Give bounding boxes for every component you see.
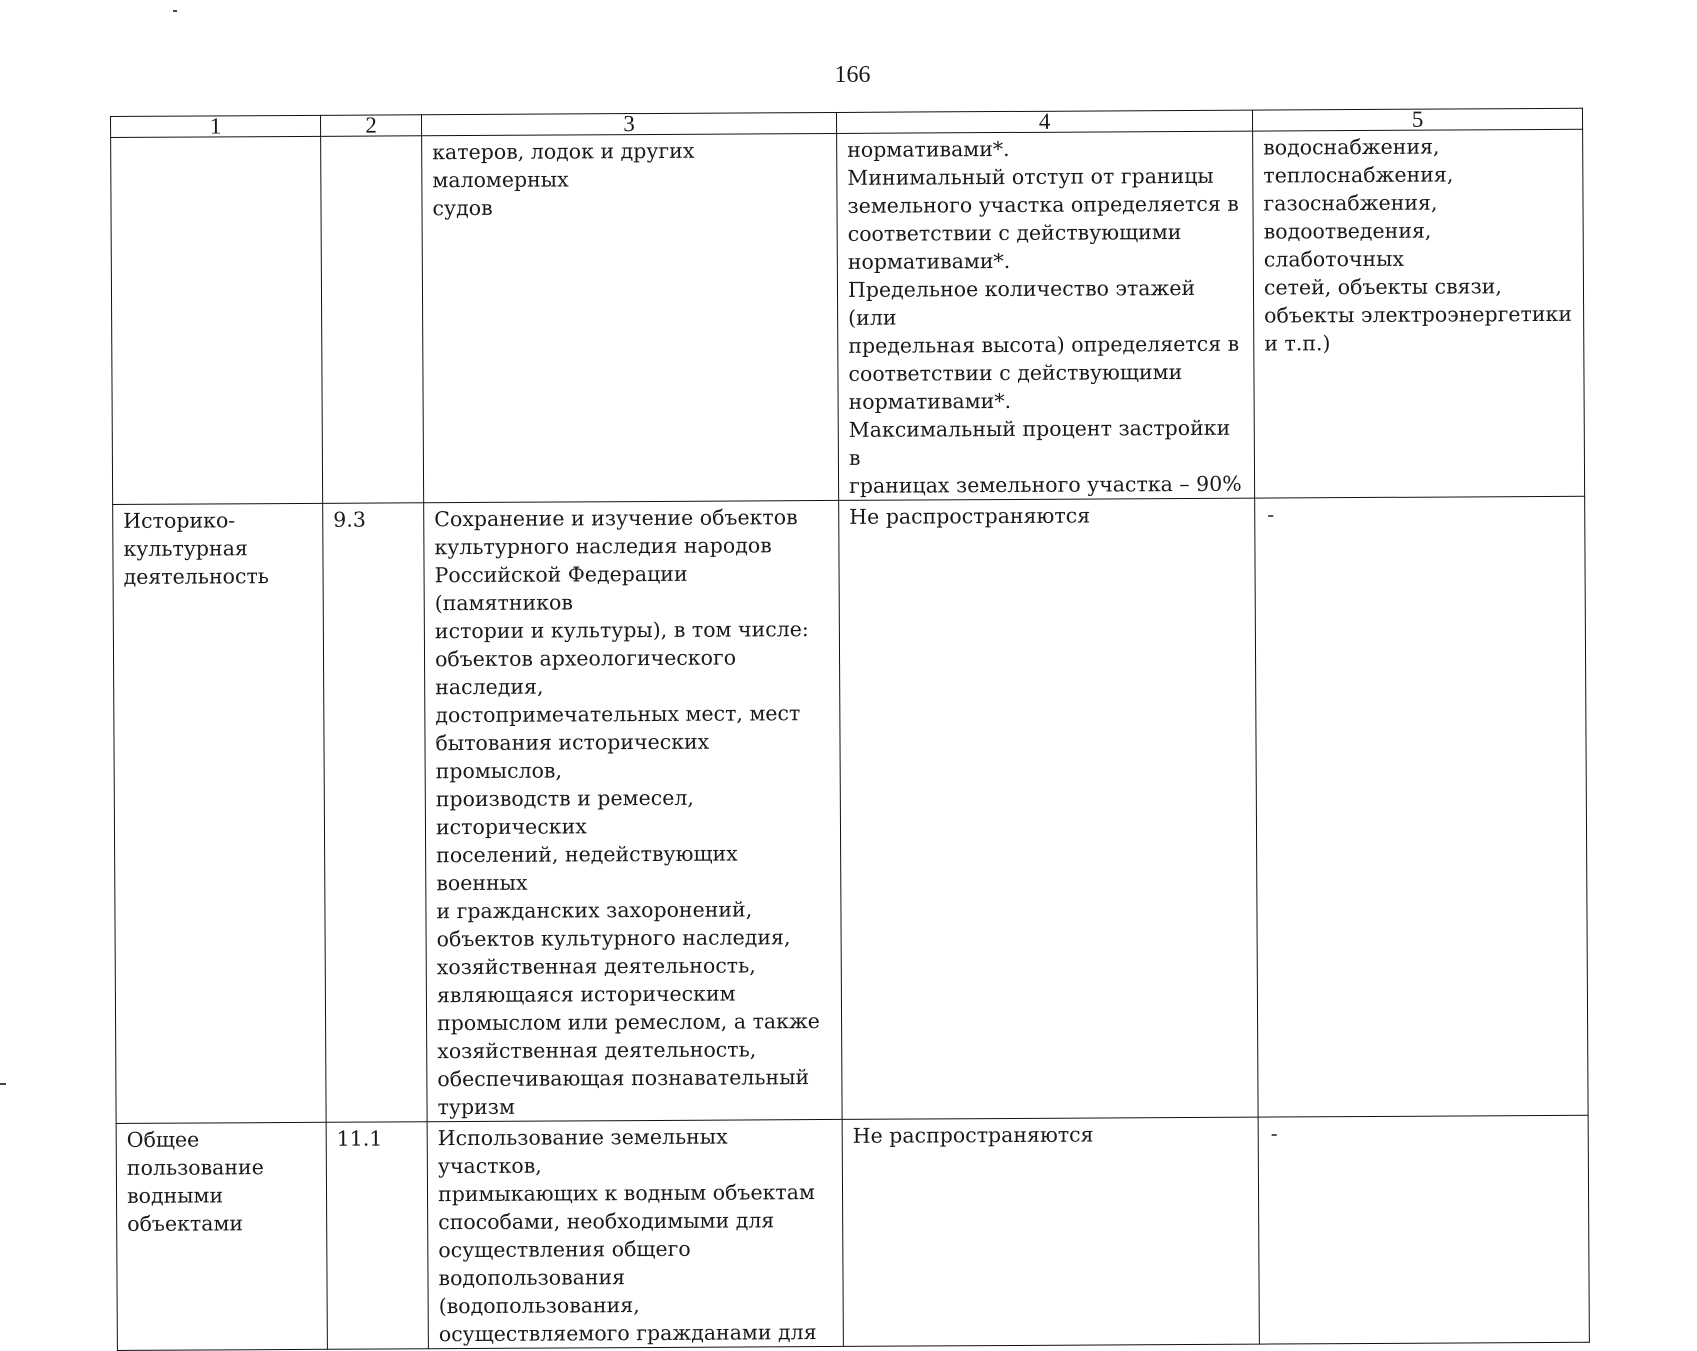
use-name-cell	[111, 136, 323, 504]
use-description-cell: катеров, лодок и других маломерных судов	[422, 133, 839, 502]
parameters-cell: нормативами*. Минимальный отступ от границы земельного участка определяется в соответствии с действующими нормативами*. Предельное количество этажей (или предельная высота) определяется в соответствии с действующими нормативами*. Максимальный процент застройки в границах земельного участка – 90%	[837, 131, 1255, 500]
parameters-cell: Не распространяются	[842, 1117, 1259, 1346]
use-name-cell: Историко- культурная деятельность	[113, 503, 326, 1123]
table-row	[116, 1115, 1589, 1350]
table-row	[113, 496, 1588, 1123]
column-header-1: 1	[111, 115, 321, 137]
use-description-cell: Использование земельных участков, примыкающих к водным объектам способами, необходимыми для осуществления общего водопользования (водопользования, осуществляемого гражданами для	[427, 1119, 843, 1348]
column-header-2: 2	[320, 115, 421, 137]
table	[110, 108, 1590, 1351]
table-row	[111, 129, 1585, 504]
use-name-cell: Общее пользование водными объектами	[116, 1122, 327, 1350]
column-header-3: 3	[421, 112, 836, 135]
permitted-objects-cell: -	[1258, 1115, 1589, 1344]
permitted-objects-cell: водоснабжения, теплоснабжения, газоснабжения, водоотведения, слаботочных сетей, объекты связи, объекты электроэнергетики и т.п.)	[1253, 129, 1585, 498]
use-code-cell: 11.1	[326, 1122, 428, 1350]
margin-mark	[0, 1083, 6, 1085]
use-code-cell: 9.3	[323, 503, 427, 1123]
land-use-table	[110, 108, 1589, 1351]
margin-mark	[173, 10, 177, 12]
column-header-4: 4	[836, 110, 1252, 133]
use-description-cell: Сохранение и изучение объектов культурного наследия народов Российской Федерации (памятников истории и культуры), в том числе: объектов археологического наследия, достопримечательных мест, мест бытования исторических промыслов, производств и ремесел, исторических поселений, недействующих военных и гражданских захоронений, объектов культурного наследия, хозяйственная деятельность, являющаяся историческим промыслом или ремеслом, а также хозяйственная деятельность, обеспечивающая познавательный туризм	[424, 500, 842, 1121]
column-header-5: 5	[1252, 108, 1582, 131]
parameters-cell: Не распространяются	[839, 498, 1258, 1119]
permitted-objects-cell: -	[1255, 496, 1588, 1117]
use-code-cell	[321, 136, 424, 504]
page-number: 166	[834, 62, 871, 88]
